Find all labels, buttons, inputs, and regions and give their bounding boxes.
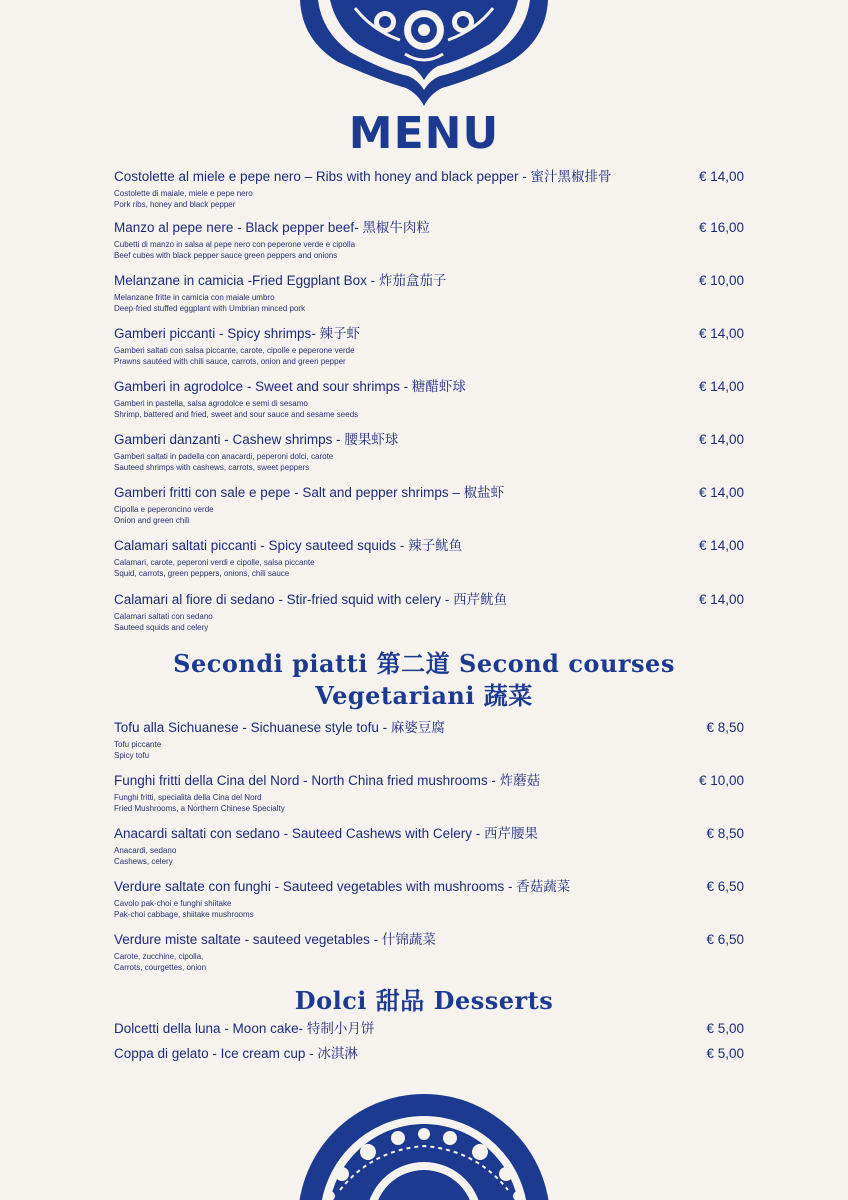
menu-item-description-line: Carrots, courgettes, onion (114, 963, 207, 972)
menu-item-description (114, 504, 744, 526)
section-desserts-title: Dolci 甜品 Desserts (294, 986, 554, 1015)
menu-item-name: Verdure saltate con funghi - Sauteed vegetables with mushrooms - 香菇蔬菜 (114, 879, 571, 894)
menu-item-description-line: Gamberi saltati in padella con anacardi, peperoni dolci, carote (114, 452, 334, 461)
menu-item (114, 879, 744, 920)
menu-item (114, 379, 744, 420)
menu-item-price: € 14,00 (698, 326, 744, 341)
menu-item-name: Anacardi saltati con sedano - Sauteed Cashews with Celery - 西芹腰果 (114, 826, 538, 841)
menu-item-description-line: Sauteed squids and celery (114, 623, 209, 632)
menu-title: MENU (348, 108, 500, 159)
menu-item-description-line: Carote, zucchine, cipolla, (114, 952, 204, 961)
menu-item-description-line: Cashews, celery (114, 857, 173, 866)
top-ornament (0, 0, 848, 110)
menu-item (114, 826, 744, 867)
menu-item-description (114, 557, 744, 579)
menu-item-description-line: Spicy tofu (114, 751, 150, 760)
menu-item-name: Gamberi fritti con sale e pepe - Salt and pepper shrimps – 椒盐虾 (114, 485, 505, 500)
menu-item-price: € 10,00 (698, 773, 744, 788)
menu-item-description-line: Prawns sautéed with chili sauce, carrots, onion and green pepper (114, 357, 346, 366)
menu-item-description-line: Costolette di maiale, miele e pepe nero (114, 189, 253, 198)
menu-item (114, 932, 744, 973)
menu-item-name: Tofu alla Sichuanese - Sichuanese style tofu - 麻婆豆腐 (114, 720, 445, 735)
menu-item-name: Melanzane in camicia -Fried Eggplant Box - 炸茄盒茄子 (114, 273, 447, 288)
menu-item-name: Calamari saltati piccanti - Spicy sauteed squids - 辣子鱿鱼 (114, 538, 463, 553)
menu-item-description-line: Cavolo pak-choi e funghi shiitake (114, 899, 232, 908)
menu-item-name: Calamari al fiore di sedano - Stir-fried squid with celery - 西芹鱿鱼 (114, 592, 508, 607)
menu-item-description-line: Beef cubes with black pepper sauce green peppers and onions (114, 251, 338, 260)
menu-item-name: Verdure miste saltate - sauteed vegetables - 什锦蔬菜 (114, 932, 436, 947)
menu-item-price: € 14,00 (698, 432, 744, 447)
menu-item-name: Funghi fritti della Cina del Nord - North China fried mushrooms - 炸蘑菇 (114, 773, 541, 788)
menu-item-description (114, 292, 744, 314)
menu-item-description-line: Gamberi in pastella, salsa agrodolce e semi di sesamo (114, 399, 308, 408)
menu-item-description-line: Squid, carrots, green peppers, onions, chili sauce (114, 569, 290, 578)
menu-item-price: € 14,00 (698, 379, 744, 394)
menu-item-description-line: Melanzane fritte in camicia con maiale umbro (114, 293, 275, 302)
menu-item-description (114, 345, 744, 367)
menu-item-description-line: Calamari, carote, peperoni verdi e cipolle, salsa piccante (114, 558, 315, 567)
menu-item-description (114, 239, 744, 261)
menu-item (114, 1021, 744, 1037)
menu-item-description-line: Shrimp, battered and fried, sweet and sour sauce and sesame seeds (114, 410, 359, 419)
menu-item (114, 432, 744, 473)
menu-item-description-line: Pak-choi cabbage, shiitake mushrooms (114, 910, 254, 919)
menu-item-description-line: Calamari saltati con sedano (114, 612, 213, 621)
menu-item-price: € 14,00 (698, 592, 744, 607)
section-vegetarian-line1: Secondi piatti 第二道 Second courses (173, 649, 675, 678)
menu-item-price: € 5,00 (706, 1021, 744, 1036)
menu-item (114, 592, 744, 633)
menu-item-description-line: Cubetti di manzo in salsa al pepe nero con peperone verde e cipolla (114, 240, 356, 249)
menu-item (114, 485, 744, 526)
menu-item-price: € 10,00 (698, 273, 744, 288)
menu-item-price: € 16,00 (698, 220, 744, 235)
menu-item (114, 720, 744, 761)
section-vegetarian-line2: Vegetariani 蔬菜 (315, 681, 533, 710)
menu-item (114, 220, 744, 261)
menu-item-description-line: Sauteed shrimps with cashews, carrots, sweet peppers (114, 463, 310, 472)
menu-item-name: Gamberi piccanti - Spicy shrimps- 辣子虾 (114, 326, 361, 341)
menu-item-name: Coppa di gelato - Ice cream cup - 冰淇淋 (114, 1046, 358, 1061)
menu-item-description (114, 451, 744, 473)
menu-item (114, 326, 744, 367)
menu-item-description-line: Anacardi, sedano (114, 846, 177, 855)
menu-item-description (114, 898, 744, 920)
menu-item-description-line: Fried Mushrooms, a Northern Chinese Specialty (114, 804, 285, 813)
menu-item-description-line: Pork ribs, honey and black pepper (114, 200, 236, 209)
menu-item (114, 773, 744, 814)
menu-item (114, 273, 744, 314)
menu-item-description (114, 951, 744, 973)
menu-item (114, 169, 744, 210)
menu-item-description (114, 845, 744, 867)
menu-item-price: € 8,50 (706, 826, 744, 841)
menu-item (114, 538, 744, 579)
menu-item-price: € 6,50 (706, 879, 744, 894)
menu-item-price: € 6,50 (706, 932, 744, 947)
menu-item-description-line: Cipolla e peperoncino verde (114, 505, 214, 514)
menu-item-name: Dolcetti della luna - Moon cake- 特制小月饼 (114, 1021, 375, 1036)
menu-item-description-line: Tofu piccante (114, 740, 162, 749)
menu-item-name: Gamberi in agrodolce - Sweet and sour shrimps - 糖醋虾球 (114, 379, 466, 394)
menu-item-price: € 14,00 (698, 538, 744, 553)
menu-item-description-line: Onion and green chili (114, 516, 190, 525)
bottom-ornament (0, 1090, 848, 1200)
menu-item-description (114, 398, 744, 420)
menu-item-description-line: Deep-fried stuffed eggplant with Umbrian minced pork (114, 304, 306, 313)
menu-item-price: € 8,50 (706, 720, 744, 735)
menu-item-description (114, 739, 744, 761)
menu-item-description-line: Funghi fritti, specialità della Cina del Nord (114, 793, 262, 802)
menu-item-name: Manzo al pepe nere - Black pepper beef- 黑椒牛肉粒 (114, 220, 430, 235)
menu-item-description (114, 611, 744, 633)
menu-item-description (114, 792, 744, 814)
section-vegetarian (0, 648, 848, 712)
menu-item-price: € 14,00 (698, 169, 744, 184)
menu-item-description (114, 188, 744, 210)
menu-item-name: Gamberi danzanti - Cashew shrimps - 腰果虾球 (114, 432, 399, 447)
menu-item-description-line: Gamberi saltati con salsa piccante, carote, cipolle e peperone verde (114, 346, 355, 355)
menu-item (114, 1046, 744, 1062)
menu-item-price: € 5,00 (706, 1046, 744, 1061)
menu-item-name: Costolette al miele e pepe nero – Ribs with honey and black pepper - 蜜汁黑椒排骨 (114, 169, 612, 184)
section-desserts (0, 985, 848, 1017)
menu-item-price: € 14,00 (698, 485, 744, 500)
